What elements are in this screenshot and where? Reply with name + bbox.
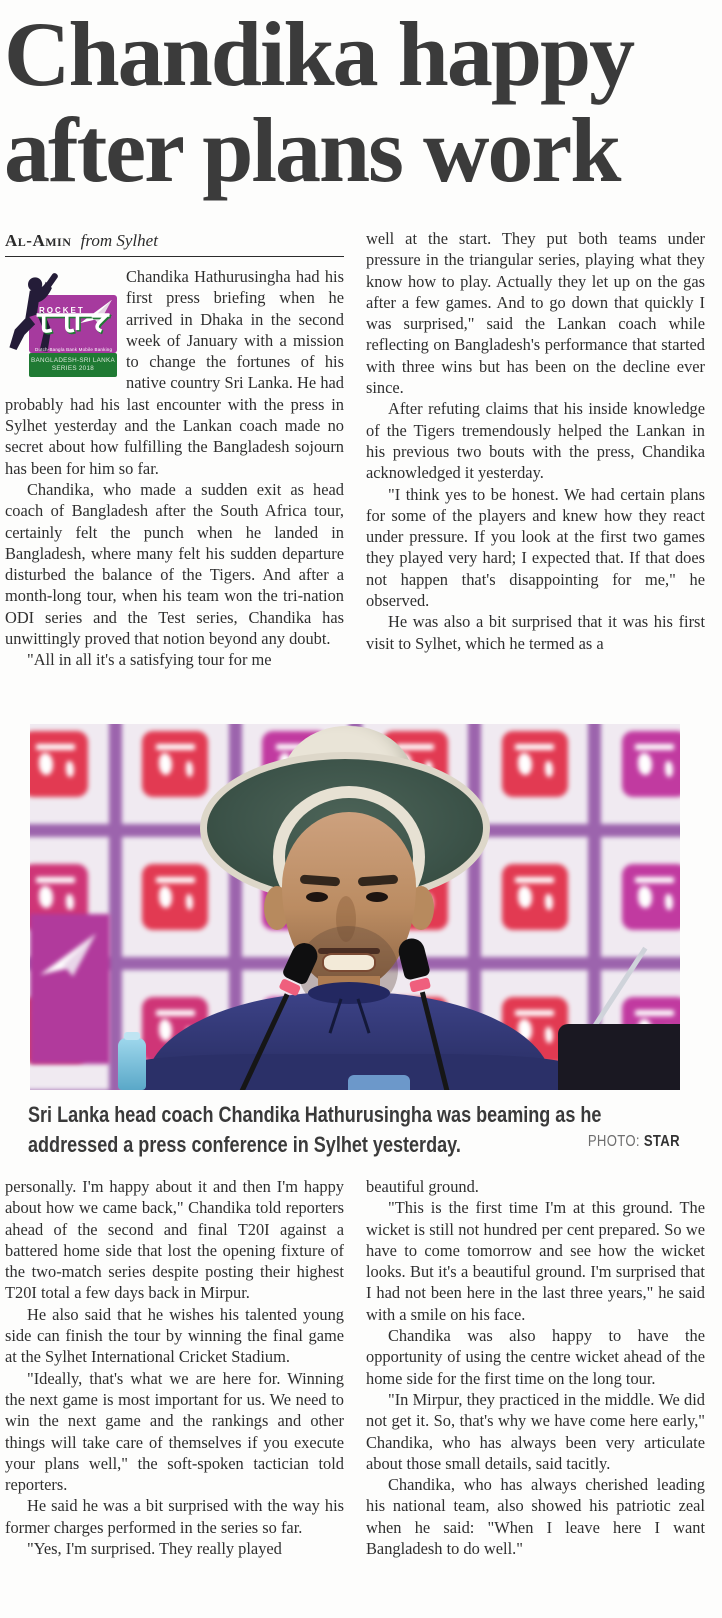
eye	[366, 892, 388, 902]
upper-left-column	[5, 228, 344, 718]
body-paragraph	[5, 266, 344, 479]
rocket-series-logo	[5, 269, 117, 377]
body-paragraph: personally. I'm happy about it and then I'm happy about how we came back," Chandika told reporters ahead of the second and final T20I against a battered home side that lost the opening fixture of the two-match series despite posting their highest T20I total a few days back in Mirpur.	[5, 1177, 344, 1303]
body-paragraph: beautiful ground.	[366, 1177, 479, 1196]
caption-text: Sri Lanka head coach Chandika Hathurusingha was beaming as he addressed a press conference in Sylhet yesterday.	[28, 1102, 602, 1157]
body-paragraph: "This is the first time I'm at this ground. The wicket is still not hundred per cent prepared. So we have to come tomorrow and see how the wicket looks. But it's a beautiful ground. I'm surprised that I had not been here in the last three years," he said with a smile on his face.	[366, 1198, 705, 1324]
body-paragraph: He said he was a bit surprised with the way his former charges performed in the series so far.	[5, 1496, 344, 1537]
series-line1: BANGLADESH-SRI LANKA	[30, 357, 116, 364]
dark-corner-object	[558, 1024, 680, 1090]
body-paragraph: "In Mirpur, they practiced in the middle. We did not get it. So, that's why we have come here early," Chandika, who has always been very articulate about those small details, said tacitly.	[366, 1389, 705, 1473]
water-bottle	[118, 1038, 146, 1090]
paper-plane-icon	[38, 932, 98, 978]
body-paragraph: Chandika, who made a sudden exit as head coach of Bangladesh after the South Africa tour, certainly felt the punch when he landed in Bangladesh, where many felt his sudden departure disturbed the balance of the Tigers. And after a month-long tour, when his team won the tri-nation ODI series and the Test series, Chandika has unwittingly proved that notion beyond any doubt.	[5, 479, 344, 649]
byline-author: Al-Amin	[5, 231, 72, 250]
coach-portrait	[30, 724, 680, 1090]
rocket-wordmark-bn	[33, 310, 113, 336]
body-paragraph: well at the start. They put both teams under pressure in the triangular series, playing what they know how to play. Actually they let up on the gas after a few games. And to go down that quickly I was surprised," said the Lankan coach while reflecting on Bangladesh's performance that started with three wins but has been on the decline ever since.	[366, 229, 705, 398]
body-paragraph: He was also a bit surprised that it was his first visit to Sylhet, which he termed as a	[366, 612, 705, 653]
lower-columns	[5, 1176, 705, 1618]
lower-left-column	[5, 1176, 344, 1618]
body-paragraph: Chandika was also happy to have the opportunity of using the centre wicket ahead of the home side for the first time on the long tour.	[366, 1326, 705, 1388]
headline-line1: Chandika happy	[4, 3, 634, 105]
body-paragraph: "I think yes to be honest. We had certain plans for some of the players and knew how they react under pressure. If you look at the first two games they played very hard; I expected that. If that does not happen that's disappointing for me," he observed.	[366, 484, 705, 611]
photo-caption	[28, 1100, 680, 1164]
table-object	[348, 1075, 410, 1090]
upper-columns	[5, 228, 705, 718]
headline-line2: after plans work	[4, 99, 620, 201]
body-paragraph: He also said that he wishes his talented young side can finish the tour by winning the final game at the Sylhet International Cricket Stadium.	[5, 1304, 344, 1367]
press-conference-photo	[30, 724, 680, 1090]
rocket-wordmark-en: ROCKET	[39, 306, 85, 315]
photo-credit-label: PHOTO:	[587, 1133, 640, 1150]
rocket-tagline: Dutch-Bangla Bank Mobile Banking	[35, 347, 113, 352]
body-paragraph: Chandika, who has always cherished leading his national team, also showed his patriotic zeal when he said: "When I leave here I want Bangladesh to do well."	[366, 1475, 705, 1559]
body-paragraph: After refuting claims that his inside knowledge of the Tigers tremendously helped the Lankan in his previous two bouts with the press, Chandika acknowledged it yesterday.	[366, 399, 705, 483]
byline	[5, 228, 344, 251]
body-paragraph: "Yes, I'm surprised. They really played	[27, 1539, 282, 1559]
body-paragraph: "Ideally, that's what we are here for. Winning the next game is most important for us. We need to win the next game and the rankings and other things will take care of themselves if you execute your plans well," the soft-spoken tactician told reporters.	[5, 1368, 344, 1495]
photo-credit	[588, 1127, 680, 1157]
series-banner	[29, 353, 117, 377]
sponsor-banner-left	[30, 914, 110, 1064]
smile	[322, 953, 376, 972]
body-paragraph: "All in all it's a satisfying tour for me	[27, 650, 272, 670]
photo-credit-value: STAR	[643, 1133, 680, 1150]
jersey-collar	[308, 982, 390, 1004]
paragraph-text: Chandika Hathurusingha had his first press briefing when he arrived in Dhaka in the second week of January with a mission to change the fortunes of his native country Sri Lanka. He had probably had his last encounter with the press in Sylhet yesterday and the Lankan coach made no secret about how fulfilling the Bangladesh sojourn has been for him so far.	[5, 267, 344, 478]
headline	[0, 3, 722, 201]
upper-right-column	[366, 228, 705, 718]
lower-right-column	[366, 1176, 705, 1618]
eye	[306, 892, 328, 902]
byline-location: from Sylhet	[80, 231, 158, 250]
series-line2: SERIES 2018	[51, 365, 95, 372]
byline-rule	[5, 256, 344, 257]
